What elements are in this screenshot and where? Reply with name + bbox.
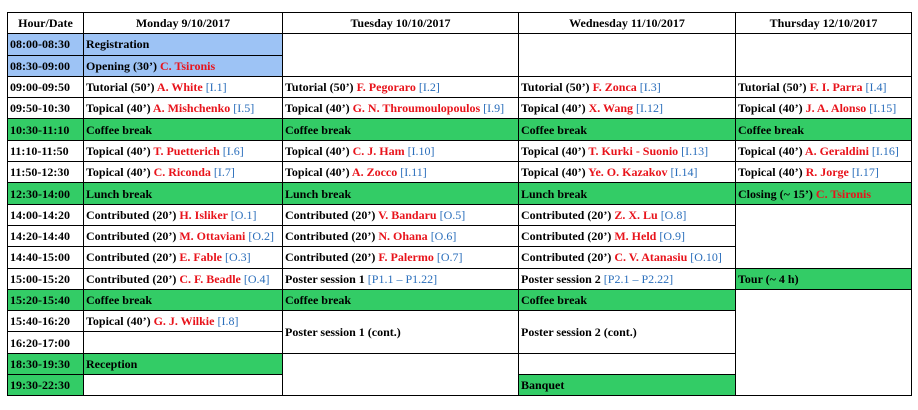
speaker-name: A. Geraldini (804, 143, 869, 158)
speaker-name: M. Ottaviani (179, 229, 246, 244)
talk-ref: [I.3] (639, 80, 661, 95)
session-kind: Contributed (20’) (521, 207, 612, 222)
session-kind: Tutorial (50’) (521, 80, 590, 95)
hour-cell: 14:20-14:40 (8, 225, 84, 246)
speaker-name: A. Zocco (351, 165, 398, 180)
session-kind: Contributed (20’) (521, 250, 612, 265)
table-row (8, 289, 912, 310)
session-kind: Tutorial (50’) (738, 80, 807, 95)
talk-ref: [O.6] (430, 229, 457, 244)
table-row (8, 34, 912, 55)
talk-cell (84, 98, 283, 119)
hour-cell: 14:40-15:00 (8, 247, 84, 268)
session-kind: Topical (40’) (521, 165, 586, 180)
hour-cell: 11:10-11:50 (8, 140, 84, 161)
poster-label: Poster session 2 (521, 271, 601, 286)
talk-cell (736, 140, 912, 161)
coffee-break-cell: Coffee break (736, 119, 912, 140)
speaker-name: G. N. Throumoulopoulos (352, 101, 481, 116)
coffee-break-cell: Coffee break (519, 289, 736, 310)
talk-cell (84, 76, 283, 97)
registration-cell: Registration (84, 34, 283, 55)
empty-cell (519, 353, 736, 374)
schedule (7, 12, 912, 396)
lunch-break-cell: Lunch break (84, 183, 283, 204)
session-kind: Topical (40’) (86, 165, 151, 180)
session-kind: Contributed (20’) (86, 271, 177, 286)
empty-cell (736, 204, 912, 268)
empty-cell (519, 34, 736, 77)
poster-session-cell (519, 268, 736, 289)
session-kind: Contributed (20’) (285, 229, 376, 244)
coffee-break-cell: Coffee break (519, 119, 736, 140)
talk-ref: [I.2] (418, 80, 440, 95)
talk-cell (519, 247, 736, 268)
header-hour: Hour/Date (8, 13, 84, 34)
talk-ref: [I.15] (869, 101, 897, 116)
hour-cell: 18:30-19:30 (8, 353, 84, 374)
header-tuesday: Tuesday 10/10/2017 (283, 13, 519, 34)
speaker-name: H. Isliker (179, 207, 228, 222)
speaker-name: C. J. Ham (352, 143, 405, 158)
talk-ref: [O.7] (436, 250, 463, 265)
session-kind: Tutorial (50’) (285, 80, 354, 95)
speaker-name: G. J. Wilkie (153, 314, 215, 329)
talk-cell (519, 98, 736, 119)
talk-cell (519, 162, 736, 183)
speaker-name: T. Puetterich (153, 143, 220, 158)
session-kind: Topical (40’) (738, 101, 803, 116)
talk-ref: [I.16] (871, 143, 899, 158)
coffee-break-cell: Coffee break (84, 119, 283, 140)
hour-cell: 19:30-22:30 (8, 375, 84, 396)
speaker-name: F. Palermo (378, 250, 434, 265)
closing-cell (736, 183, 912, 204)
session-kind: Topical (40’) (521, 143, 586, 158)
hour-cell: 14:00-14:20 (8, 204, 84, 225)
session-kind: Topical (40’) (738, 165, 803, 180)
talk-ref: [I.9] (483, 101, 505, 116)
speaker-name: C. V. Atanasiu (614, 250, 688, 265)
poster-session-cell (283, 268, 519, 289)
lunch-break-cell: Lunch break (519, 183, 736, 204)
hour-cell: 15:20-15:40 (8, 289, 84, 310)
hour-cell: 15:40-16:20 (8, 311, 84, 332)
talk-ref: [I.14] (670, 165, 698, 180)
speaker-name: V. Bandaru (378, 207, 437, 222)
talk-cell (736, 162, 912, 183)
talk-ref: [O.8] (660, 207, 687, 222)
talk-cell (84, 311, 283, 332)
talk-cell (519, 225, 736, 246)
hour-cell: 12:30-14:00 (8, 183, 84, 204)
session-kind: Tutorial (50’) (86, 80, 155, 95)
table-row (8, 98, 912, 119)
speaker-name: F. Pegoraro (356, 80, 416, 95)
coffee-break-cell: Coffee break (283, 119, 519, 140)
talk-cell (283, 98, 519, 119)
reception-cell: Reception (84, 353, 283, 374)
empty-cell (283, 353, 519, 396)
session-kind: Closing (~ 15’) (738, 186, 813, 201)
poster-ref: [P1.1 – P1.22] (367, 271, 438, 286)
session-kind: Topical (40’) (521, 101, 586, 116)
talk-cell (283, 225, 519, 246)
session-kind: Topical (40’) (285, 143, 350, 158)
talk-cell (519, 204, 736, 225)
talk-ref: [O.3] (225, 250, 251, 265)
speaker-name: X. Wang (588, 101, 634, 116)
empty-cell (736, 289, 912, 395)
session-kind: Topical (40’) (285, 101, 350, 116)
hour-cell: 08:30-09:00 (8, 55, 84, 76)
talk-ref: [I.10] (407, 143, 435, 158)
talk-ref: [O.5] (439, 207, 466, 222)
talk-cell (283, 140, 519, 161)
poster-session-cont-cell: Poster session 2 (cont.) (519, 311, 736, 354)
table-row (8, 183, 912, 204)
session-kind: Topical (40’) (285, 165, 350, 180)
session-kind: Topical (40’) (738, 143, 803, 158)
speaker-name: T. Kurki - Suonio (588, 143, 679, 158)
speaker-name: E. Fable (179, 250, 222, 265)
session-kind: Contributed (20’) (86, 207, 177, 222)
speaker-name: Z. X. Lu (614, 207, 658, 222)
lunch-break-cell: Lunch break (283, 183, 519, 204)
hour-cell: 11:50-12:30 (8, 162, 84, 183)
table-row (8, 119, 912, 140)
header-thursday: Thursday 12/10/2017 (736, 13, 912, 34)
speaker-name: M. Held (614, 229, 657, 244)
speaker-name: A. White (156, 80, 203, 95)
speaker-name: A. Mishchenko (152, 101, 231, 116)
session-kind: Contributed (20’) (86, 229, 177, 244)
talk-ref: [O.1] (230, 207, 257, 222)
tour-cell: Tour (~ 4 h) (736, 268, 912, 289)
hour-cell: 16:20-17:00 (8, 332, 84, 353)
opening-cell (84, 55, 283, 76)
speaker-name: Ye. O. Kazakov (588, 165, 668, 180)
table-row (8, 204, 912, 225)
session-kind: Contributed (20’) (285, 207, 376, 222)
session-kind: Contributed (20’) (285, 250, 376, 265)
table-row (8, 268, 912, 289)
talk-ref: [I.6] (222, 143, 244, 158)
speaker-name: C. Riconda (153, 165, 211, 180)
talk-cell (519, 140, 736, 161)
talk-ref: [I.8] (217, 314, 239, 329)
talk-cell (283, 76, 519, 97)
talk-ref: [I.4] (865, 80, 887, 95)
talk-cell (84, 247, 283, 268)
header-wednesday: Wednesday 11/10/2017 (519, 13, 736, 34)
banquet-cell: Banquet (519, 375, 736, 396)
speaker-name: N. Ohana (378, 229, 428, 244)
talk-cell (84, 140, 283, 161)
speaker-name: C. Tsironis (815, 186, 872, 201)
talk-cell (283, 162, 519, 183)
talk-cell (84, 225, 283, 246)
talk-ref: [I.13] (681, 143, 709, 158)
coffee-break-cell: Coffee break (84, 289, 283, 310)
speaker-name: F. Zonca (592, 80, 637, 95)
hour-cell: 09:50-10:30 (8, 98, 84, 119)
hour-cell: 09:00-09:50 (8, 76, 84, 97)
speaker-name: F. I. Parra (809, 80, 863, 95)
talk-cell (736, 76, 912, 97)
session-kind: Contributed (20’) (86, 250, 177, 265)
hour-cell: 10:30-11:10 (8, 119, 84, 140)
talk-cell (736, 98, 912, 119)
talk-cell (84, 268, 283, 289)
speaker-name: R. Jorge (805, 165, 849, 180)
talk-cell (519, 76, 736, 97)
speaker-name: J. A. Alonso (805, 101, 867, 116)
talk-cell (283, 204, 519, 225)
talk-cell (84, 162, 283, 183)
talk-cell (283, 247, 519, 268)
session-kind: Opening (30’) (86, 58, 158, 73)
table-row (8, 140, 912, 161)
poster-ref: [P2.1 – P2.22] (603, 271, 674, 286)
session-kind: Topical (40’) (86, 101, 151, 116)
session-kind: Contributed (20’) (521, 229, 612, 244)
empty-cell (84, 332, 283, 353)
table-row (8, 76, 912, 97)
poster-session-cont-cell: Poster session 1 (cont.) (283, 311, 519, 354)
talk-ref: [O.2] (248, 229, 274, 244)
talk-ref: [I.1] (205, 80, 227, 95)
session-kind: Topical (40’) (86, 143, 151, 158)
talk-cell (84, 204, 283, 225)
talk-ref: [I.12] (636, 101, 664, 116)
hour-cell: 08:00-08:30 (8, 34, 84, 55)
speaker-name: C. Tsironis (160, 58, 216, 73)
poster-label: Poster session 1 (285, 271, 365, 286)
empty-cell (84, 375, 283, 396)
session-kind: Topical (40’) (86, 314, 151, 329)
schedule-table (7, 12, 912, 396)
talk-ref: [I.17] (851, 165, 879, 180)
talk-ref: [O.9] (659, 229, 685, 244)
hour-cell: 15:00-15:20 (8, 268, 84, 289)
empty-cell (283, 34, 519, 77)
speaker-name: C. F. Beadle (179, 271, 241, 286)
header-monday: Monday 9/10/2017 (84, 13, 283, 34)
talk-ref: [O.10] (690, 250, 722, 265)
talk-ref: [O.4] (243, 271, 270, 286)
empty-cell (736, 34, 912, 77)
coffee-break-cell: Coffee break (283, 289, 519, 310)
header-row (8, 13, 912, 34)
talk-ref: [I.5] (233, 101, 255, 116)
talk-ref: [I.11] (400, 165, 427, 180)
table-row (8, 162, 912, 183)
talk-ref: [I.7] (213, 165, 235, 180)
